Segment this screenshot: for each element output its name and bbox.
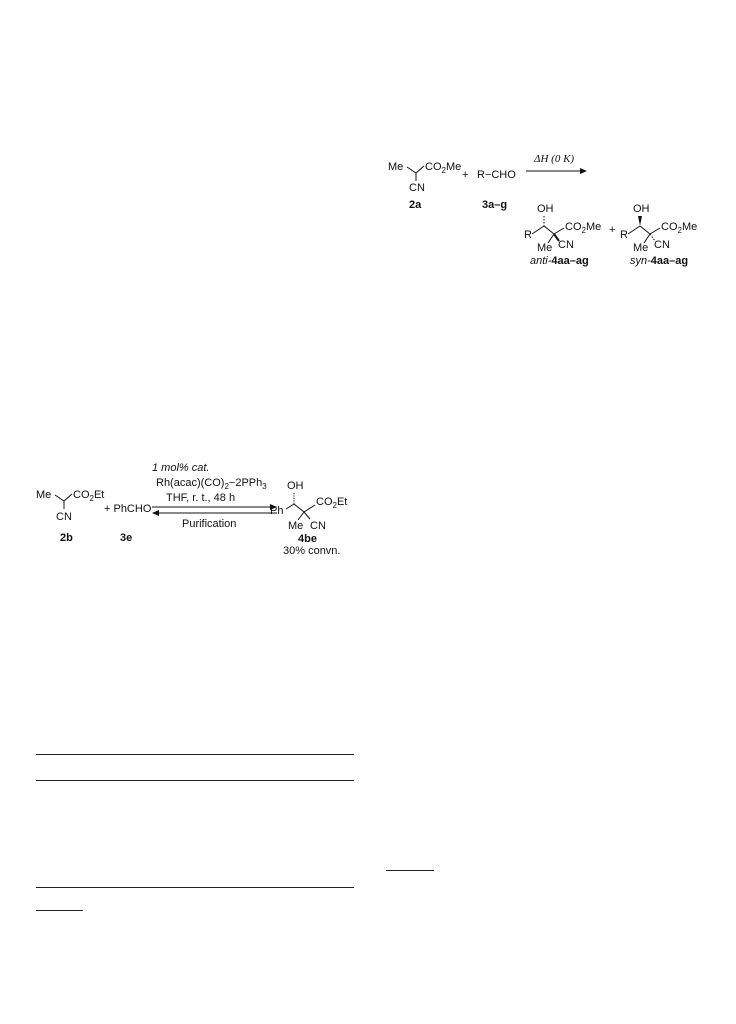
product-syn <box>620 203 697 267</box>
catalyst-loading: 1 mol% cat. <box>152 462 210 474</box>
nitrile-label: CN <box>409 182 425 194</box>
plus-sign: + <box>462 169 469 181</box>
ester-label: $CO_2Me$ <box>661 221 698 235</box>
methyl-label: Me <box>537 242 553 254</box>
ester-label: $CO_2Et$ <box>73 489 105 503</box>
methyl-label: Me <box>388 161 404 173</box>
plus-sign: + <box>609 224 616 236</box>
aldehyde-formula: + PhCHO <box>104 503 152 515</box>
table-bottom-rule <box>36 887 354 888</box>
compound-label-syn: syn-4aa–ag <box>630 255 689 267</box>
reaction-arrow <box>526 153 587 174</box>
aldehyde-formula: R−CHO <box>477 169 516 181</box>
r-group-label: R <box>620 229 628 241</box>
reverse-arrow-head <box>152 510 159 516</box>
product-anti <box>524 203 601 267</box>
ester-label: $CO_2Me$ <box>425 161 462 175</box>
table-top-rule <box>36 754 354 755</box>
hydroxyl-label: OH <box>287 480 304 492</box>
bond <box>304 505 315 512</box>
table-header-rule <box>36 780 354 781</box>
catalyst-complex: $Rh(acac)(CO)_2-2PPh_3$ <box>156 477 267 491</box>
compound-label-2b: 2b <box>60 532 73 544</box>
compound-label-anti: anti-4aa–ag <box>530 255 589 267</box>
nitrile-label: CN <box>310 520 326 532</box>
arrow-condition: ΔH (0 K) <box>534 153 575 165</box>
bond <box>294 504 304 512</box>
product-4be <box>270 480 347 557</box>
hydroxyl-label: OH <box>537 203 554 215</box>
aldehyde-3a-g <box>477 169 516 211</box>
bond <box>304 512 310 519</box>
solvent-conditions: THF, r. t., 48 h <box>166 492 236 504</box>
nitrile-label: CN <box>56 511 72 523</box>
bond <box>55 495 64 501</box>
table-footnote-rule <box>36 910 83 911</box>
reaction-conditions <box>152 462 267 530</box>
phenyl-label: Ph <box>270 505 284 517</box>
methyl-label: Me <box>633 242 649 254</box>
footnote-rule <box>386 870 434 871</box>
ester-label: $CO_2Me$ <box>565 221 602 235</box>
compound-label-2a: 2a <box>409 199 422 211</box>
compound-label-3e: 3e <box>120 532 133 544</box>
scheme-aldol-computation <box>380 140 700 270</box>
compound-2a <box>388 161 461 211</box>
bond <box>286 504 294 509</box>
bond <box>407 167 416 173</box>
arrow-head <box>580 168 587 174</box>
nitrile-label: CN <box>654 239 670 251</box>
nitrile-label: CN <box>558 239 574 251</box>
ester-label: $CO_2Et$ <box>316 496 348 510</box>
bond <box>554 228 564 234</box>
bond <box>640 226 650 234</box>
bond <box>532 226 544 234</box>
methyl-label: Me <box>36 489 52 501</box>
conversion-note: 30% convn. <box>283 545 341 557</box>
benzaldehyde-3e <box>104 503 152 544</box>
bond <box>650 228 660 234</box>
hydroxyl-label: OH <box>633 203 650 215</box>
scheme-retro-aldol-equilibrium <box>30 455 360 565</box>
bond-wedge <box>638 216 642 226</box>
compound-label-4be: 4be <box>298 533 317 545</box>
compound-2b <box>36 489 104 544</box>
bond <box>416 166 424 173</box>
reverse-condition: Purification <box>182 518 237 530</box>
bond <box>544 226 554 234</box>
r-group-label: R <box>524 229 532 241</box>
methyl-label: Me <box>288 520 304 532</box>
bond <box>628 226 640 234</box>
compound-label-3a-g: 3a–g <box>482 199 508 211</box>
equilibrium-arrows <box>152 504 277 516</box>
bond <box>64 494 72 501</box>
bond <box>298 512 304 520</box>
